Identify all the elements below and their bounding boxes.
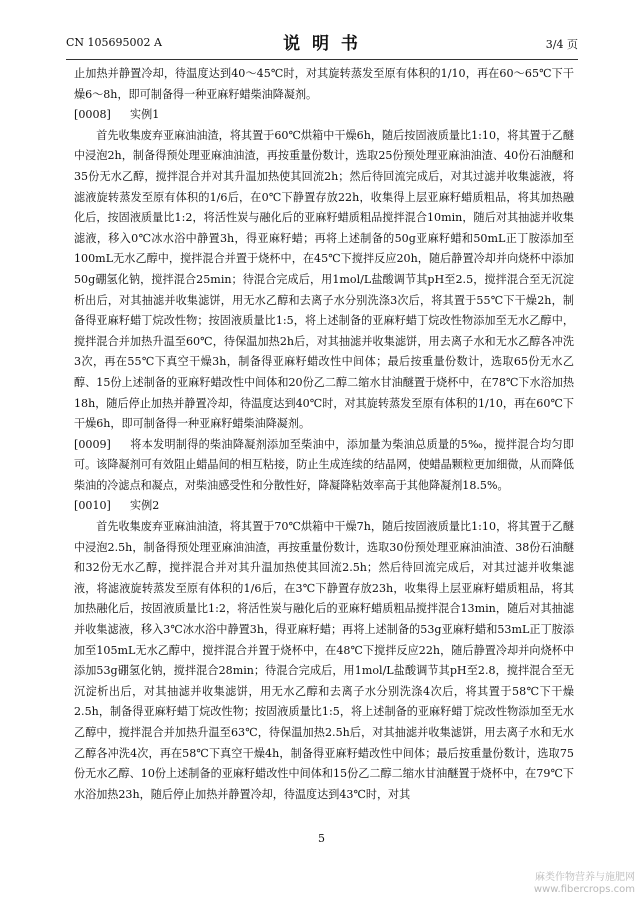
example-1-body: 首先收集废弃亚麻油油渣，将其置于60℃烘箱中干燥6h，随后按固液质量比1:10，将其置于乙醚中浸泡2h，制备得预处理亚麻油油渣，再按重量份数计，选取25份预处理亚麻油油渣、40份石油醚和35份无水乙醇，搅拌混合并对其升温加热使其回流2h；然后待回流完成后，对其过滤并收集滤液，将滤液旋转蒸发至原有体积的1/6后，在0℃下静置存放22h，收集得上层亚麻籽蜡质粗品，将其加热融化后，按固液质量比1:2，将活性炭与融化后的亚麻籽蜡质粗品搅拌混合10min，随后对其抽滤并收集滤液，移入0℃冰水浴中静置3h，得亚麻籽蜡；再将上述制备的50g亚麻籽蜡和50mL正丁胺添加至100mL无水乙醇中，搅拌混合并置于烧杯中，在45℃下搅拌反应20h，随后静置冷却并向烧杯中添加50g硼氢化钠，搅拌混合25min；待混合完成后，用1mol/L盐酸调节其pH至2.5，搅拌混合至无沉淀析出后，对其抽滤并收集滤饼，用无水乙醇和去离子水分别洗涤3次后，将其置于55℃下干燥2h，制备得亚麻籽蜡丁烷改性物；按固液质量比1:5，将上述制备的亚麻籽蜡丁烷改性物添加至无水乙醇中，搅拌混合并加热升温至60℃，待保温加热2h后，对其抽滤并收集滤饼，用去离子水和无水乙醇各冲洗3次，再在55℃下真空干燥3h，制备得亚麻籽蜡改性中间体；最后按重量份数计，选取65份无水乙醇、15份上述制备的亚麻籽蜡改性中间体和20份乙二醇二缩水甘油醚置于烧杯中，在78℃下水浴加热18h，随后停止加热并静置冷却，待温度达到40℃时，对其旋转蒸发至原有体积的1/10，再在60℃下干燥6h，即可制备得一种亚麻籽蜡柴油降凝剂。 — [74, 128, 574, 431]
example-1-heading — [74, 105, 574, 126]
patent-number: CN 105695002 A — [66, 36, 162, 49]
paragraph-0009 — [74, 435, 574, 497]
document-body — [74, 64, 574, 805]
continuation-paragraph: 止加热并静置冷却，待温度达到40～45℃时，对其旋转蒸发至原有体积的1/10，再在60～65℃下干燥6～8h，即可制备得一种亚麻籽蜡柴油降凝剂。 — [74, 67, 574, 101]
watermark-title: 麻类作物营养与施肥网 — [535, 872, 635, 883]
example-label: 实例1 — [130, 108, 160, 122]
page-number: 5 — [318, 832, 325, 845]
example-label: 实例2 — [130, 499, 160, 513]
paragraph-text: 将本发明制得的柴油降凝剂添加至柴油中，添加量为柴油总质量的5‰，搅拌混合均匀即可。该降凝剂可有效阻止蜡晶间的相互粘接，防止生成连续的结晶网，使蜡晶颗粒更加细微，从而降低柴油的冷滤点和凝点，对柴油感受性和分散性好，降凝降粘效率高于其他降凝剂18.5%。 — [74, 437, 574, 492]
watermark-url: www.fibercrops.com — [533, 884, 635, 895]
paragraph-number: [0010] — [74, 499, 111, 513]
paragraph-number: [0008] — [74, 108, 111, 122]
header-divider — [66, 59, 578, 60]
page-indicator: 3/4 页 — [545, 38, 578, 51]
paragraph-number: [0009] — [74, 437, 111, 451]
document-header — [66, 26, 578, 52]
site-watermark — [515, 872, 635, 896]
example-2-heading — [74, 496, 574, 517]
document-title: 说 明 书 — [283, 34, 361, 54]
example-2-body: 首先收集废弃亚麻油油渣，将其置于70℃烘箱中干燥7h，随后按固液质量比1:10，将其置于乙醚中浸泡2.5h，制备得预处理亚麻油油渣，再按重量份数计，选取30份预处理亚麻油油渣、38份石油醚和32份无水乙醇，搅拌混合并对其升温加热使其回流2.5h；然后待回流完成后，对其过滤并收集滤液，将滤液旋转蒸发至原有体积的1/6后，在3℃下静置存放23h，收集得上层亚麻籽蜡质粗品，将其加热融化后，按固液质量比1:2，将活性炭与融化后的亚麻籽蜡质粗品搅拌混合13min，随后对其抽滤并收集滤液，移入3℃冰水浴中静置3h，得亚麻籽蜡；再将上述制备的53g亚麻籽蜡和53mL正丁胺添加至105mL无水乙醇中，搅拌混合并置于烧杯中，在48℃下搅拌反应22h，随后静置冷却并向烧杯中添加53g硼氢化钠，搅拌混合28min；待混合完成后，用1mol/L盐酸调节其pH至2.8，搅拌混合至无沉淀析出后，对其抽滤并收集滤饼，用无水乙醇和去离子水分别洗涤4次后，将其置于58℃下干燥2.5h，制备得亚麻籽蜡丁烷改性物；按固液质量比1:5，将上述制备的亚麻籽蜡丁烷改性物添加至无水乙醇中，搅拌混合并加热升温至63℃，待保温加热2.5h后，对其抽滤并收集滤饼，用去离子水和无水乙醇各冲洗4次，再在58℃下真空干燥4h，制备得亚麻籽蜡改性中间体；最后按重量份数计，选取75份无水乙醇、10份上述制备的亚麻籽蜡改性中间体和15份乙二醇二缩水甘油醚置于烧杯中，在79℃下水浴加热23h，随后停止加热并静置冷却，待温度达到43℃时，对其 — [74, 520, 574, 801]
